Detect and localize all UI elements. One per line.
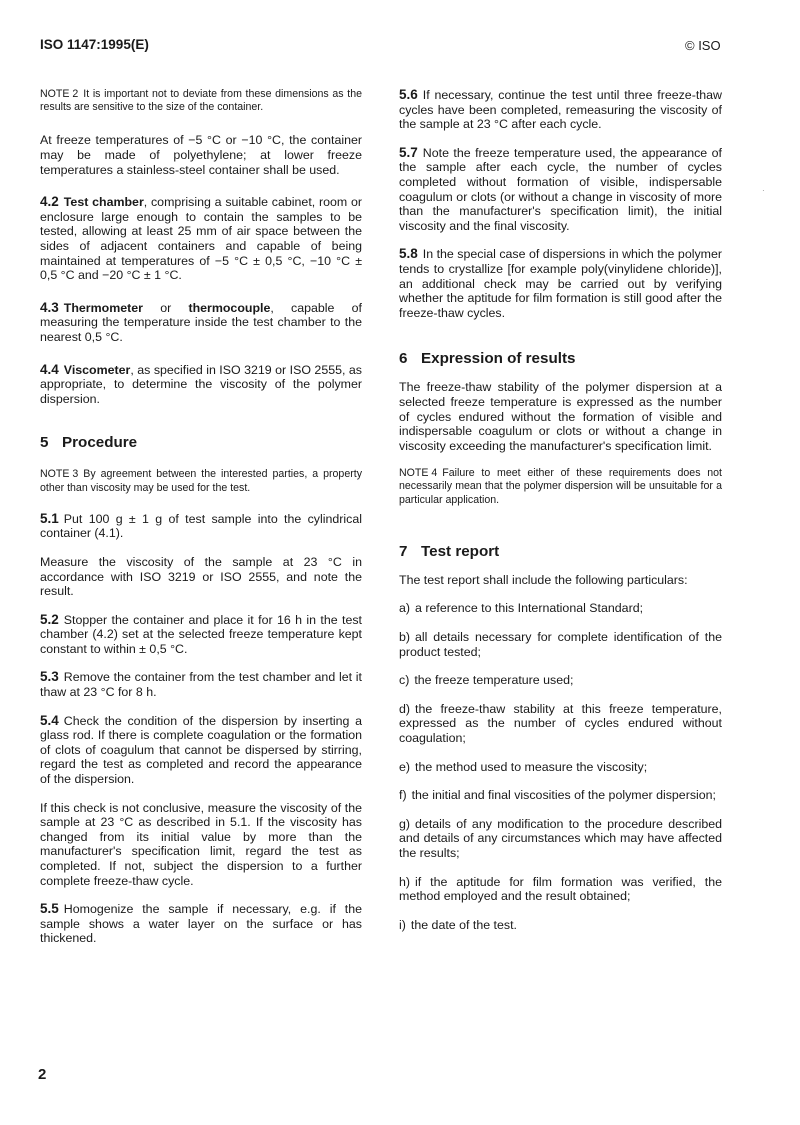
clause-5-6: 5.6 If necessary, continue the test until three freeze-thaw cycles have been completed, remeasuring the viscosity of the sample at 23 °C after each cycle. [399,87,722,132]
page-number: 2 [38,1066,47,1083]
margin-dot: · [762,186,765,195]
section-5-heading: 5 Procedure [40,434,138,452]
report-item: g) details of any modification to the procedure described and details of any circumstances which may have affected the results; [399,816,722,861]
report-item: d) the freeze-thaw stability at this freeze temperature, expressed as the number of cycles endured without coagulation; [399,701,722,746]
para-containers: At freeze temperatures of −5 °C or −10 °C, the container may be made of polyethylene; at lower freeze temperatures a stainless-steel container shall be used. [40,133,362,177]
clause-5-2: 5.2 Stopper the container and place it for 16 h in the test chamber (4.2) set at the selected freeze temperature kept constant to within ± 0,5 °C. [40,611,362,656]
clause-5-3: 5.3 Remove the container from the test chamber and let it thaw at 23 °C for 8 h. [40,669,362,700]
report-item: e) the method used to measure the viscosity; [399,759,648,774]
copyright-mark: © ISO [685,38,721,53]
left-column [40,88,362,946]
standard-designation: ISO 1147:1995(E) [40,37,149,52]
note-2: NOTE 2 It is important not to deviate from these dimensions as the results are sensitive to the size of the container. [40,88,362,114]
note-3: NOTE 3 By agreement between the interested parties, a property other than viscosity may be used for the test. [40,468,362,494]
note-4: NOTE 4 Failure to meet either of these requirements does not necessarily mean that the polymer dispersion will be unsuitable for a particular application. [399,467,722,506]
report-item: a) a reference to this International Standard; [399,601,644,616]
report-item: f) the initial and final viscosities of the polymer dispersion; [399,788,716,803]
clause-5-7: 5.7 Note the freeze temperature used, the appearance of the sample after each cycle, the number of cycles completed without formation of visible, indispersable coagulum or clots (or without a change in viscosity of more than the manufacturer's specification limit), the initial viscosity and the final viscosity. [399,144,722,233]
clause-5-5: 5.5 Homogenize the sample if necessary, e.g. if the sample shows a water layer on the surface or has thickened. [40,901,362,946]
para-7: The test report shall include the following particulars: [399,572,688,587]
clause-5-8: 5.8 In the special case of dispersions in which the polymer tends to crystallize [for example poly(vinylidene chloride)], an additional check may be carried out by verifying whether the aptitude for film formation is still good after the freeze-thaw cycles. [399,246,722,320]
section-6-heading: 6 Expression of results [399,350,576,368]
clause-4-4: 4.4 Viscometer, as specified in ISO 3219 or ISO 2555, as appropriate, to determine the viscosity of the polymer dispersion. [40,361,362,406]
right-column [399,88,722,932]
clause-5-1: 5.1 Put 100 g ± 1 g of test sample into the cylindrical container (4.1). [40,510,362,541]
report-item: i) the date of the test. [399,917,517,932]
clause-4-2: 4.2 Test chamber, comprising a suitable cabinet, room or enclosure large enough to contain the samples to be tested, allowing at least 25 mm of air space between the sides of adjacent containers and capable of being maintained at temperatures of −5 °C ± 0,5 °C, −10 °C ± 0,5 °C and −20 °C ± 1 °C. [40,194,362,283]
para-6: The freeze-thaw stability of the polymer dispersion at a selected freeze temperature is expressed as the number of cycles endured without the formation of visible and indispersable coagulum or clots or without a change in viscosity exceeding the manufacturer's specification limit. [399,380,722,453]
para-5-1-b: Measure the viscosity of the sample at 23 °C in accordance with ISO 3219 or ISO 2555, and note the result. [40,554,362,599]
report-item: b) all details necessary for complete identification of the product tested; [399,630,722,659]
section-7-heading: 7 Test report [399,542,500,560]
report-items-list [399,601,722,932]
clause-5-4: 5.4 Check the condition of the dispersion by inserting a glass rod. If there is complete coagulation or the formation of clots of coagulum that cannot be dispersed by stirring, regard the test as completed and record the appearance of the dispersion. [40,712,362,787]
para-5-4-b: If this check is not conclusive, measure the viscosity of the sample at 23 °C as described in 5.1. If the viscosity has changed from its initial value by more than the manufacturer's specification limit, regard the test as completed. If not, subject the dispersion to a further complete freeze-thaw cycle. [40,800,362,888]
report-item: c) the freeze temperature used; [399,673,574,688]
report-item: h) if the aptitude for film formation was verified, the method employed and the result obtained; [399,874,722,904]
clause-4-3: 4.3 Thermometer or thermocouple, capable of measuring the temperature inside the test chamber to the nearest 0,5 °C. [40,299,362,344]
